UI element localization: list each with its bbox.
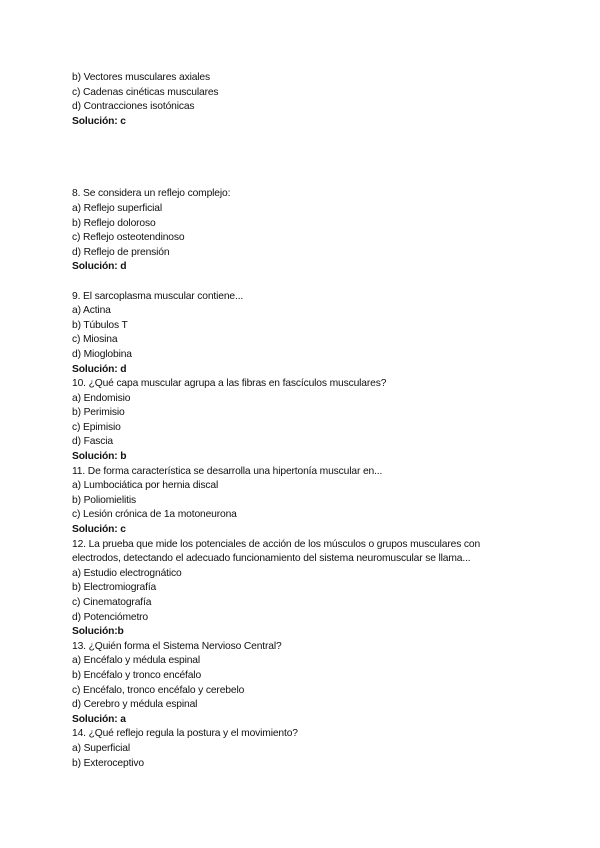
question-7-block: [72, 71, 542, 129]
option-d: d) Potenciómetro: [72, 611, 149, 623]
option-d: d) Reflejo de prensión: [72, 246, 170, 258]
option-c: c) Reflejo osteotendinoso: [72, 232, 185, 244]
option-c: c) Epimisio: [72, 421, 121, 433]
option-b: b) Túbulos T: [72, 319, 128, 331]
spacer: [72, 129, 542, 187]
option-a: a) Reflejo superficial: [72, 202, 162, 214]
question-text: 14. ¿Qué reflejo regula la postura y el movimiento?: [72, 728, 298, 740]
question-8-block: [72, 187, 542, 275]
question-text: 13. ¿Quién forma el Sistema Nervioso Central?: [72, 640, 282, 652]
option-a: a) Superficial: [72, 742, 130, 754]
spacer: [72, 275, 542, 290]
question-13-block: [72, 640, 542, 728]
question-text-line-2: electrodos, detectando el adecuado funcionamiento del sistema neuromuscular se llama...: [72, 553, 471, 565]
option-d: d) Mioglobina: [72, 348, 132, 360]
option-c: c) Miosina: [72, 334, 118, 346]
option-d: d) Fascia: [72, 436, 113, 448]
option-c: c) Encéfalo, tronco encéfalo y cerebelo: [72, 684, 245, 696]
document-page: [72, 71, 542, 771]
question-14-block: [72, 727, 542, 771]
question-text: 11. De forma característica se desarrolla una hipertonía muscular en...: [72, 465, 383, 477]
solution: Solución: d: [72, 363, 127, 375]
option-b: b) Encéfalo y tronco encéfalo: [72, 669, 202, 681]
option-b: b) Reflejo doloroso: [72, 217, 156, 229]
solution: Solución: b: [72, 451, 127, 463]
question-10-block: [72, 377, 542, 465]
solution: Solución: c: [72, 115, 126, 127]
question-text-line-1: 12. La prueba que mide los potenciales de acción de los músculos o grupos musculares con: [72, 538, 481, 550]
option-d: d) Contracciones isotónicas: [72, 101, 195, 113]
question-text: 8. Se considera un reflejo complejo:: [72, 188, 231, 200]
option-b: b) Vectores musculares axiales: [72, 72, 211, 83]
question-text: 9. El sarcoplasma muscular contiene...: [72, 290, 244, 302]
option-c: c) Cadenas cinéticas musculares: [72, 86, 219, 98]
option-b: b) Perimisio: [72, 407, 125, 419]
solution: Solución: c: [72, 524, 126, 536]
option-c: c) Cinematografía: [72, 597, 152, 608]
option-a: a) Lumbociática por hernia discal: [72, 480, 219, 492]
option-b: b) Poliomielitis: [72, 494, 136, 506]
option-d: d) Cerebro y médula espinal: [72, 699, 198, 711]
option-b: b) Electromiografía: [72, 582, 157, 594]
option-b: b) Exteroceptivo: [72, 757, 145, 769]
question-12-block: [72, 538, 542, 640]
option-a: a) Encéfalo y médula espinal: [72, 655, 201, 667]
option-a: a) Actina: [72, 305, 111, 317]
question-11-block: [72, 465, 542, 538]
question-text: 10. ¿Qué capa muscular agrupa a las fibras en fascículos musculares?: [72, 378, 387, 390]
option-c: c) Lesión crónica de 1a motoneurona: [72, 509, 237, 521]
solution: Solución: d: [72, 261, 127, 273]
solution: Solución: a: [72, 713, 126, 725]
question-9-block: [72, 290, 542, 378]
solution: Solución:b: [72, 626, 124, 638]
option-a: a) Endomisio: [72, 392, 131, 404]
option-a: a) Estudio electrognático: [72, 567, 182, 579]
